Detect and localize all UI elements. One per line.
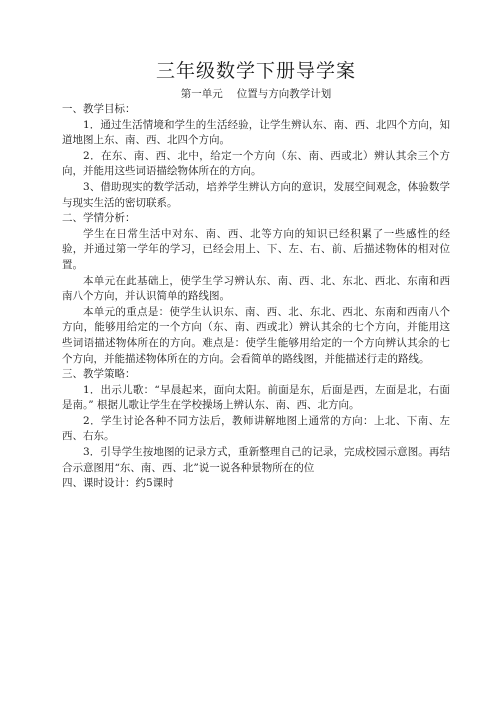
paragraph: 2．在东、南、西、北中，给定一个方向（东、南、西或北）辨认其余三个方向，并能用这些词语描绘物体所在的方向。 bbox=[62, 149, 450, 178]
section-heading: 三、教学策略： bbox=[62, 368, 136, 381]
unit-title: 位置与方向教学计划 bbox=[236, 88, 332, 100]
section-objectives bbox=[62, 102, 450, 211]
paragraph: 2．学生讨论各种不同方法后，教师讲解地图上通常的方向：上北、下南、左西、右东。 bbox=[62, 414, 450, 443]
paragraph: 1．出示儿歌：“早晨起来，面向太阳。前面是东，后面是西，左面是北，右面是南。” 根据儿歌让学生在学校操场上辨认东、南、西、北方向。 bbox=[62, 383, 450, 412]
page-subtitle bbox=[62, 86, 450, 102]
paragraph: 3、借助现实的数学活动，培养学生辨认方向的意识，发展空间观念，体验数学与现实生活的密切联系。 bbox=[62, 180, 450, 209]
section-analysis bbox=[62, 211, 450, 367]
page-title: 三年级数学下册导学案 bbox=[155, 60, 356, 82]
paragraph: 本单元在此基础上，使学生学习辨认东、南、西、北、东北、西北、东南和西南八个方向，并认识简单的路线图。 bbox=[62, 274, 450, 303]
section-heading: 一、教学目标： bbox=[62, 103, 136, 115]
paragraph: 3．引导学生按地图的记录方式，重新整理自己的记录，完成校园示意图。再结合示意图用“东、南、西、北”说一说各种景物所在的位 bbox=[62, 446, 450, 474]
document-page bbox=[62, 58, 450, 492]
section-lessons bbox=[62, 476, 450, 492]
paragraph: 本单元的重点是：使学生认识东、南、西、北、东北、西北、东南和西南八个方向，能够用给定的一个方向（东、南、西或北）辨认其余的七个方向，并能用这些词语描述物体所在的方向。难点是：使学生能够用给定的一个方向辨认其余的七个方向，并能描述物体所在的方向。会看简单的路线图，并能描述行走的路线。 bbox=[62, 305, 450, 365]
section-strategy bbox=[62, 367, 450, 476]
unit-label: 第一单元 bbox=[180, 88, 223, 100]
section-heading: 二、学情分析： bbox=[62, 212, 136, 225]
paragraph: 学生在日常生活中对东、南、西、北等方向的知识已经积累了一些感性的经验，并通过第一学年的学习，已经会用上、下、左、右、前、后描述物体的相对位置。 bbox=[62, 227, 450, 271]
section-heading: 四、课时设计：约5课时 bbox=[62, 477, 174, 490]
paragraph: 1．通过生活情境和学生的生活经验，让学生辨认东、南、西、北四个方向，知道地图上东、南、西、北四个方向。 bbox=[62, 118, 450, 147]
